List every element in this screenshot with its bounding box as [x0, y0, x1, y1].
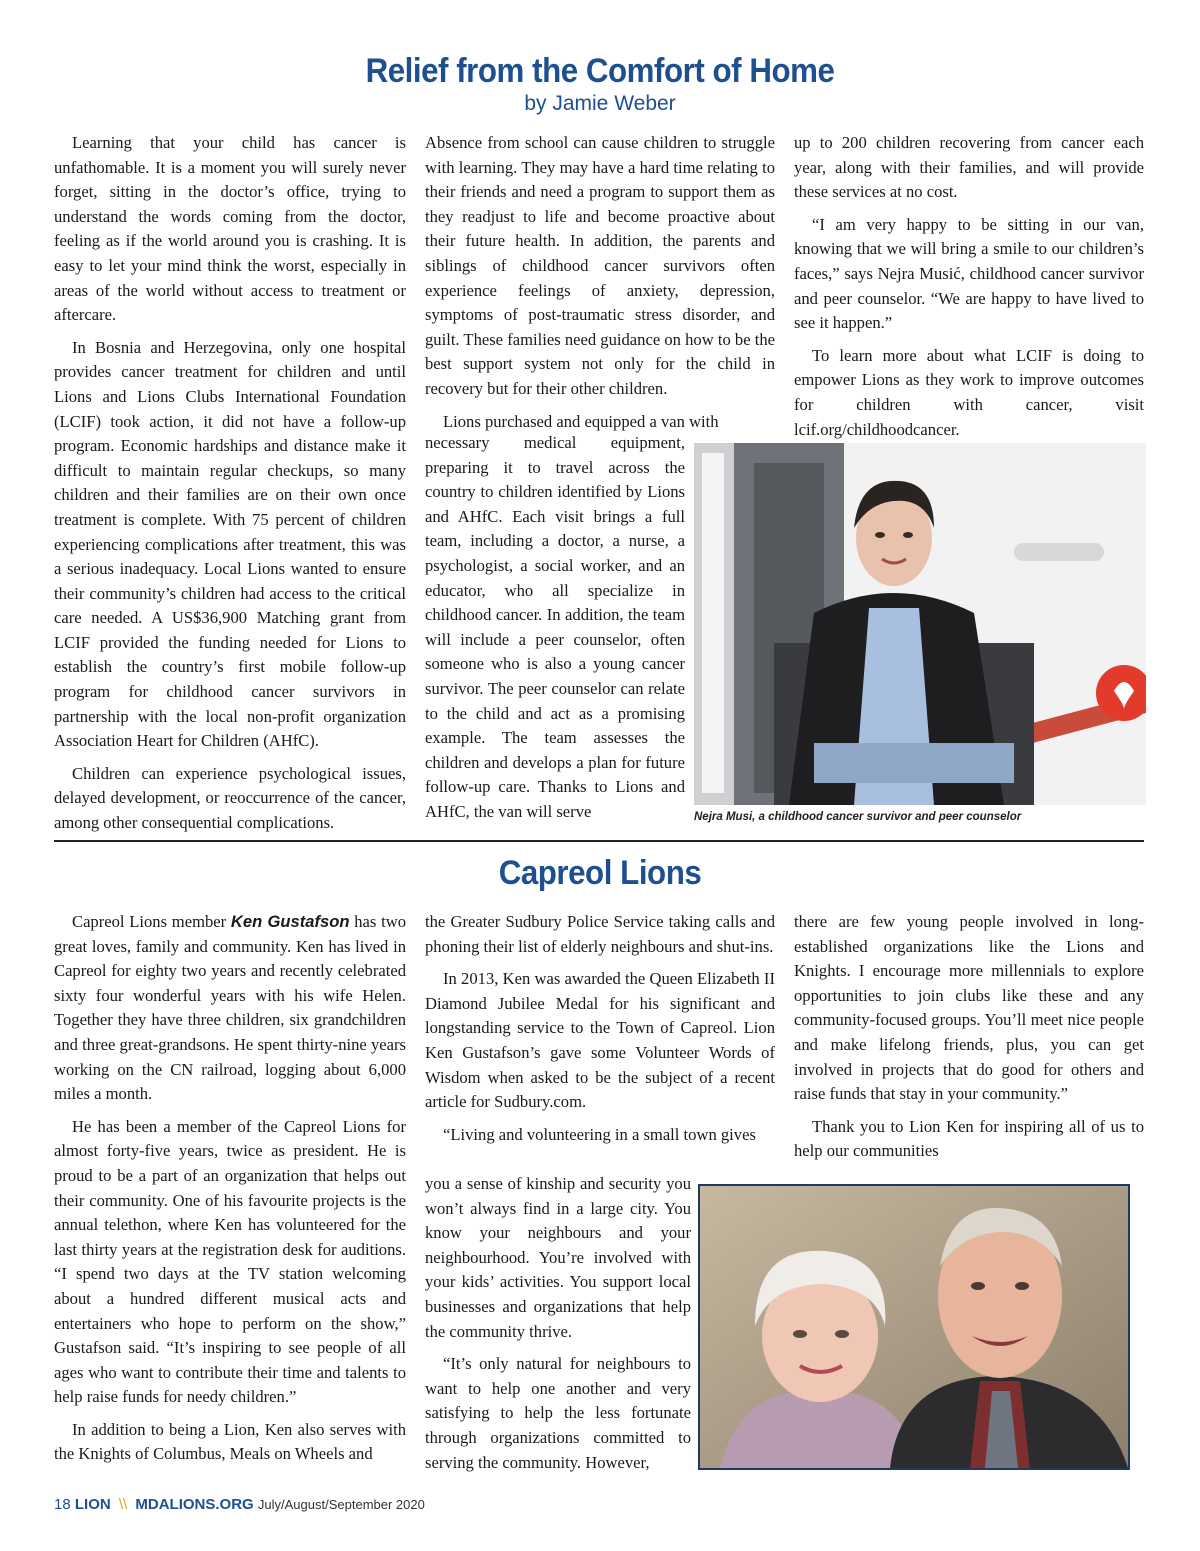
paragraph: Lions purchased and equipped a van with [443, 411, 719, 431]
text-span: Capreol Lions member [72, 912, 231, 931]
paragraph: you a sense of kinship and security you won’t always find in a large city. You know your neighbours and your neighbourhood. You’re involved with your kids’ activities. You support local businesses and organizations that help the community thrive. [425, 1174, 691, 1341]
website-link[interactable]: MDALIONS.ORG [135, 1496, 254, 1513]
paragraph: In addition to being a Lion, Ken also serves with the Knights of Columbus, Meals on Wheels and [54, 1419, 406, 1464]
paragraph: Children can experience psychological issues, delayed development, or reoccurrence of the cancer, among other consequential complications. [54, 763, 406, 833]
paragraph: “It’s only natural for neighbours to want to help one another and very satisfying to help the less fortunate through organizations committed to serving the community. However, [425, 1354, 691, 1472]
article2-column-1 [54, 910, 406, 1475]
photo-ken-helen [698, 1184, 1130, 1470]
member-name: Ken Gustafson [230, 912, 350, 931]
paragraph [54, 910, 406, 1107]
paragraph: there are few young people involved in long-established organizations like the Lions and Knights. I encourage more millennials to explore opportunities to join clubs like these and any community-focused groups. You’ll meet nice people and make lifelong friends, plus, you can get involved in projects that do good for others and raise funds that stay in your community.” [794, 912, 1144, 1104]
article2-column-2 [425, 910, 775, 1155]
paragraph: He has been a member of the Capreol Lions for almost forty-five years, twice as president. He is proud to be a part of an organization that helps out their community. One of his favourite projects is the annual telethon, where Ken has volunteered for the last thirty years at the registration desk for auditions. “I spend two days at the TV station welcoming about a hundred different musical acts and entertainers who hope to perform on the show,” Gustafson said. “It’s inspiring to see people of all ages who want to contribute their time and talents to help raise funds for needy children.” [54, 1116, 406, 1407]
photo-ken-helen-image [700, 1186, 1128, 1468]
article1-column-1 [54, 131, 406, 844]
paragraph: the Greater Sudbury Police Service taking calls and phoning their list of elderly neighbours and shut-ins. [425, 912, 775, 956]
article1-column-3 [794, 131, 1144, 450]
paragraph: In 2013, Ken was awarded the Queen Elizabeth II Diamond Jubilee Medal for his significant and longstanding service to the Town of Capreol. Lion Ken Gustafson’s gave some Volunteer Words of Wisdom when asked to be the subject of a recent article for Sudbury.com. [425, 969, 775, 1112]
paragraph: Thank you to Lion Ken for inspiring all of us to help our communities [794, 1116, 1144, 1161]
section-divider [54, 840, 1144, 842]
issue-date: July/August/September 2020 [257, 1497, 425, 1512]
paragraph: In Bosnia and Herzegovina, only one hospital provides cancer treatment for children and until Lions and Lions Clubs International Foundation (LCIF) took action, it did not have a follow-up program. Economic hardships and distance make it difficult to maintain regular checkups, so many children and their families are on their own once treatment is complete. With 75 percent of children experiencing complications after treatment, this was a serious inadequacy. Local Lions wanted to ensure their community’s children had access to the critical care needed. A US$36,900 Matching grant from LCIF provided the funding needed for Lions to establish the country’s first mobile follow-up program for childhood cancer survivors in partnership with the local non-profit organization Association Heart for Children (AHfC). [54, 337, 406, 751]
paragraph: “I am very happy to be sitting in our van, knowing that we will bring a smile to our children’s faces,” says Nejra Musić, childhood cancer survivor and peer counselor. “We are happy to have lived to see it happen.” [794, 214, 1144, 333]
photo-caption: Nejra Musi, a childhood cancer survivor and peer counselor [694, 811, 1022, 823]
footer-separator: \\ [118, 1496, 128, 1513]
photo-nejra-van [694, 443, 1146, 805]
paragraph: To learn more about what LCIF is doing to empower Lions as they work to improve outcomes for children with cancer, visit lcif.org/childhoodcancer. [794, 345, 1144, 439]
byline: by Jamie Weber [524, 92, 676, 115]
article-title: Relief from the Comfort of Home [365, 52, 835, 90]
article-title: Capreol Lions [498, 854, 702, 892]
magazine-name: LION [74, 1496, 111, 1513]
paragraph: Learning that your child has cancer is unfathomable. It is a moment you will surely never forget, sitting in the doctor’s office, trying to understand the words coming from the doctor, feeling as if the world around you is crashing. It is easy to let your mind think the worst, especially in areas of the world without access to treatment or aftercare. [54, 133, 406, 325]
page-footer [54, 1496, 425, 1513]
article2-column-3 [794, 910, 1144, 1172]
paragraph: necessary medical equipment, preparing it to travel across the country to children identified by Lions and AHfC. Each visit brings a full team, including a doctor, a nurse, a psychologist, a social worker, and an educator, who all specialize in childhood cancer. In addition, the team will include a peer counselor, often someone who is also a young cancer survivor. The peer counselor can relate to the child and act as a promising example. The team assesses the children and develops a plan for future follow-up care. Thanks to Lions and AHfC, the van will serve [425, 433, 685, 821]
paragraph: Absence from school can cause children to struggle with learning. They may have a hard time relating to their friends and need a program to support them as they readjust to life and become proactive about their future health. In addition, the parents and siblings of childhood cancer survivors often experience feelings of anxiety, depression, symptoms of post-traumatic stress disorder, and guilt. These families need guidance on how to be the best support system not only for the child in recovery but for their other children. [425, 133, 775, 398]
paragraph: up to 200 children recovering from cancer each year, along with their families, and will provide these services at no cost. [794, 133, 1144, 202]
page-number: 18 [54, 1496, 71, 1513]
article1-column-2-wrap [425, 431, 685, 833]
photo-nejra-van-image [694, 443, 1146, 805]
article1-column-2 [425, 131, 775, 442]
paragraph: “Living and volunteering in a small town gives [443, 1124, 756, 1144]
text-span: has two great loves, family and community. Ken has lived in Capreol for eighty two years and recently celebrated sixty four wonderful years with his wife Helen. Together they have three children, six grandchildren and three great-grandsons. He spent thirty-nine years working on the CN railroad, logging about 6,000 miles a month. [54, 912, 406, 1104]
article2-column-2-wrap [425, 1172, 691, 1483]
